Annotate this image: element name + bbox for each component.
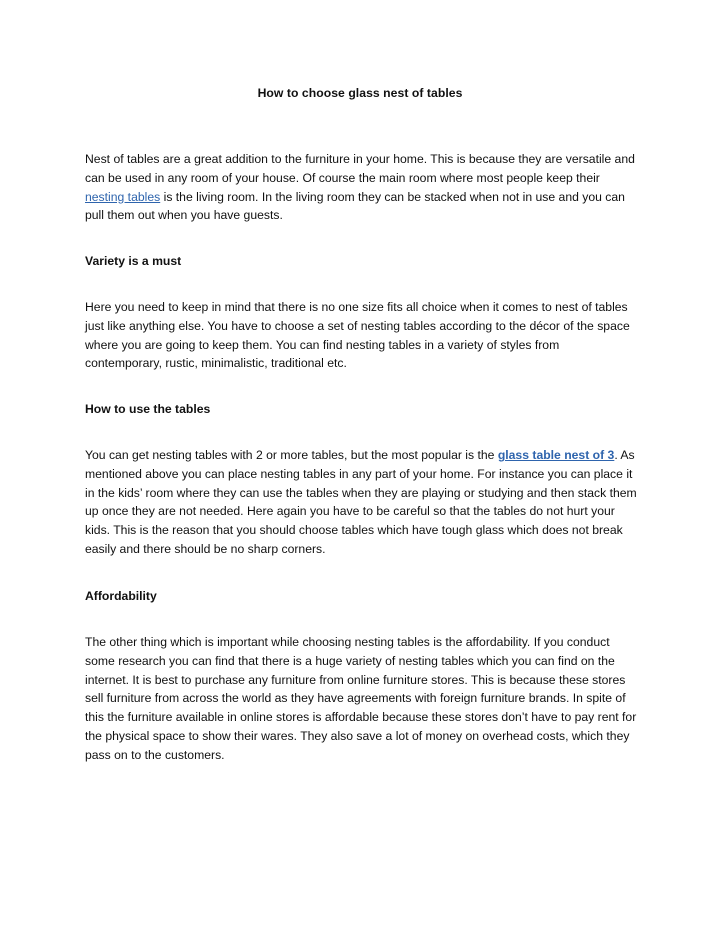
heading-how-to-use: How to use the tables — [85, 402, 211, 416]
document-title: How to choose glass nest of tables — [257, 86, 463, 100]
intro-paragraph — [85, 150, 637, 225]
variety-paragraph: Here you need to keep in mind that there is no one size fits all choice when it comes to nest of tables just like anything else. You have to choose a set of nesting tables according to the décor of the space where you are going to keep them. You can find nesting tables in a variety of styles from contemporary, rustic, minimalistic, traditional etc. — [85, 300, 630, 371]
intro-text-before: Nest of tables are a great addition to the furniture in your home. This is because they are versatile and can be used in any room of your house. Of course the main room where most people keep their — [85, 152, 635, 185]
intro-text-after: is the living room. In the living room they can be stacked when not in use and you can pull them out when you have guests. — [85, 189, 625, 223]
how-to-use-paragraph — [85, 446, 637, 559]
use-text-after: . As mentioned above you can place nesting tables in any part of your home. For instance you can place it in the kids’ room where they can use the tables when they are playing or studying and then stack them up once they are not needed. Here again you have to be careful so that the tables do not hurt your kids. This is the reason that you should choose tables which have tough glass which does not break easily and there should be no sharp corners. — [85, 448, 637, 556]
glass-table-nest-link[interactable]: glass table nest of 3 — [497, 448, 615, 462]
affordability-paragraph: The other thing which is important while choosing nesting tables is the affordability. If you conduct some research you can find that there is a huge variety of nesting tables which you can find on the internet. It is best to purchase any furniture from online furniture stores. This is because these stores sell furniture from across the world as they have agreements with foreign furniture brands. In spite of this the furniture available in online stores is affordable because these stores don’t have to pay rent for the physical space to show their wares. They also save a lot of money on overhead costs, which they pass on to the customers. — [85, 635, 637, 762]
heading-affordability: Affordability — [85, 589, 157, 603]
heading-variety: Variety is a must — [85, 254, 182, 268]
use-text-before: You can get nesting tables with 2 or more tables, but the most popular is the — [85, 448, 498, 462]
nesting-tables-link[interactable]: nesting tables — [85, 189, 161, 204]
